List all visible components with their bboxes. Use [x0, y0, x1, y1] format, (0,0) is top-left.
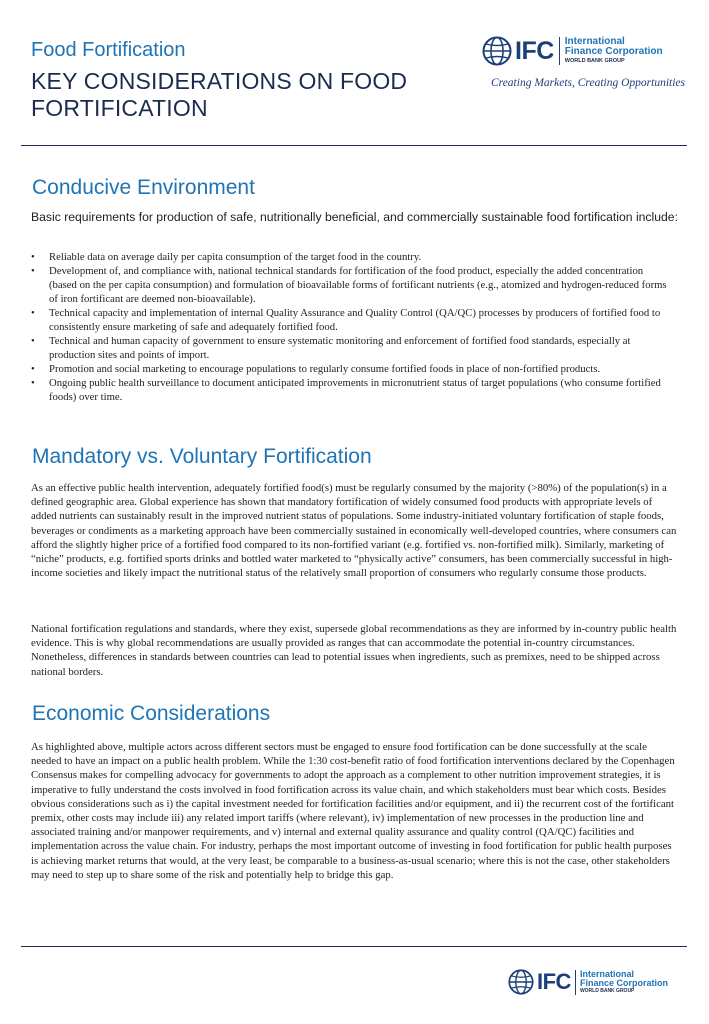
globe-icon: [482, 36, 512, 66]
mandatory-paragraph-2: National fortification regulations and standards, where they exist, supersede global recommendations as they are informed by in-country public health evidence. This is why global recommendations are usually provided as ranges that can accommodate the potential in-country circumstances. Nonetheless, differences in standards between countries can lead to potential issues when ingredients, such as premixes, need to be shipped across national borders.: [31, 623, 677, 678]
list-item: • Development of, and compliance with, national technical standards for fortification of the food product, especially the added concentration (based on the per capita consumption) and formulation of bioavailable forms of fortificant nutrients (e.g., atomized and hydrogen-reduced forms of iron fortificant are deemed non-bioavailable).: [31, 264, 671, 306]
mandatory-paragraph-1: As an effective public health intervention, adequately fortified food(s) must be regularly consumed by the majority (>80%) of the population(s) in a defined geographic area. Global experience has shown that mandatory fortification of widely consumed food products with appropriate levels of added nutrients can sustainably result in the improved nutrient status of populations. Some industry-initiated voluntary fortification of staple foods, beverages or condiments as a marketing approach have been commercially sustained in economically well-developed countries, where consumers can afford the slightly higher price of a fortified food compared to its non-fortified variant (e.g. fortified vs. non-fortified milk). Similarly, marketing of “niche” products, e.g. fortified sports drinks and bottled water marketed to “physically active” consumers, has been commercially successful in high-income societies and likely impact the nutritional status of the relatively small proportion of consumers who regularly consume those products.: [31, 482, 677, 580]
document-title: KEY CONSIDERATIONS ON FOOD FORTIFICATION: [31, 68, 408, 121]
economic-paragraph: As highlighted above, multiple actors across different sectors must be engaged to ensure food fortification can be done successfully at the scale needed to have an impact on a public health problem. While the 1:30 cost-benefit ratio of food fortification interventions declared by the Copenhagen Consensus makes for compelling advocacy for governments to adopt the approach as a complement to other nutrition improvement strategies, it is imperative to fully understand the costs involved in food fortification across its value chain, and which stakeholders must bear which costs. Besides obvious considerations such as i) the capital investment needed for fortification facilities and/or equipment, and ii) the recurrent cost of the fortificant premix, other costs may include iii) any related import tariffs (where relevant), iv) implementation of new processes in the production line and associated training and/or manpower requirements, and v) internal and external quality assurance and quality control (QA/QC) facilities and implementation across the value chain. For industry, perhaps the most important outcome of investing in food fortification for public health purposes is achieving market returns that would, at the very least, be comparable to a business-as-usual scenario; where this is not the case, other stakeholders may need to step up to share some of the risk and potentially help to bridge this gap.: [31, 741, 675, 881]
logo-name-line2: Finance Corporation: [579, 977, 668, 988]
logo-mark: IFC: [515, 36, 554, 65]
footer-divider: [21, 946, 687, 947]
ifc-logo: [482, 36, 663, 66]
logo-mark: IFC: [537, 969, 571, 994]
logo-group: WORLD BANK GROUP: [579, 987, 635, 994]
logo-name-line2: Finance Corporation: [564, 46, 663, 57]
ifc-footer-logo: [508, 969, 668, 995]
requirements-list: [31, 250, 671, 404]
list-item: • Technical capacity and implementation of internal Quality Assurance and Quality Control (QA/QC) processes by producers of fortified food to consistently ensure marketing of safe and adequately fortified food.: [31, 306, 671, 334]
list-item: • Reliable data on average daily per capita consumption of the target food in the country.: [31, 250, 671, 264]
conducive-intro: Basic requirements for production of safe, nutritionally beneficial, and commercially sustainable food fortification include:: [31, 210, 678, 224]
list-item: • Ongoing public health surveillance to document anticipated improvements in micronutrient status of target populations (who consume fortified foods) over time.: [31, 376, 671, 404]
logo-name-line1: International: [564, 36, 625, 47]
globe-icon: [508, 969, 534, 995]
document-subtitle: Food Fortification: [31, 39, 186, 61]
section-heading-economic: Economic Considerations: [32, 702, 271, 725]
logo-group: WORLD BANK GROUP: [564, 58, 625, 64]
logo-name: [575, 970, 668, 995]
list-item: • Promotion and social marketing to encourage populations to regularly consume fortified foods in place of non-fortified products.: [31, 362, 671, 376]
section-heading-mandatory: Mandatory vs. Voluntary Fortification: [32, 445, 372, 468]
list-item: • Technical and human capacity of government to ensure systematic monitoring and enforcement of fortified food standards, especially at production sites and points of import.: [31, 334, 671, 362]
logo-name-line1: International: [579, 968, 634, 979]
header-divider: [21, 145, 687, 146]
logo-tagline: Creating Markets, Creating Opportunities: [490, 77, 685, 89]
section-heading-conducive: Conducive Environment: [32, 176, 255, 199]
logo-name: [559, 37, 663, 65]
